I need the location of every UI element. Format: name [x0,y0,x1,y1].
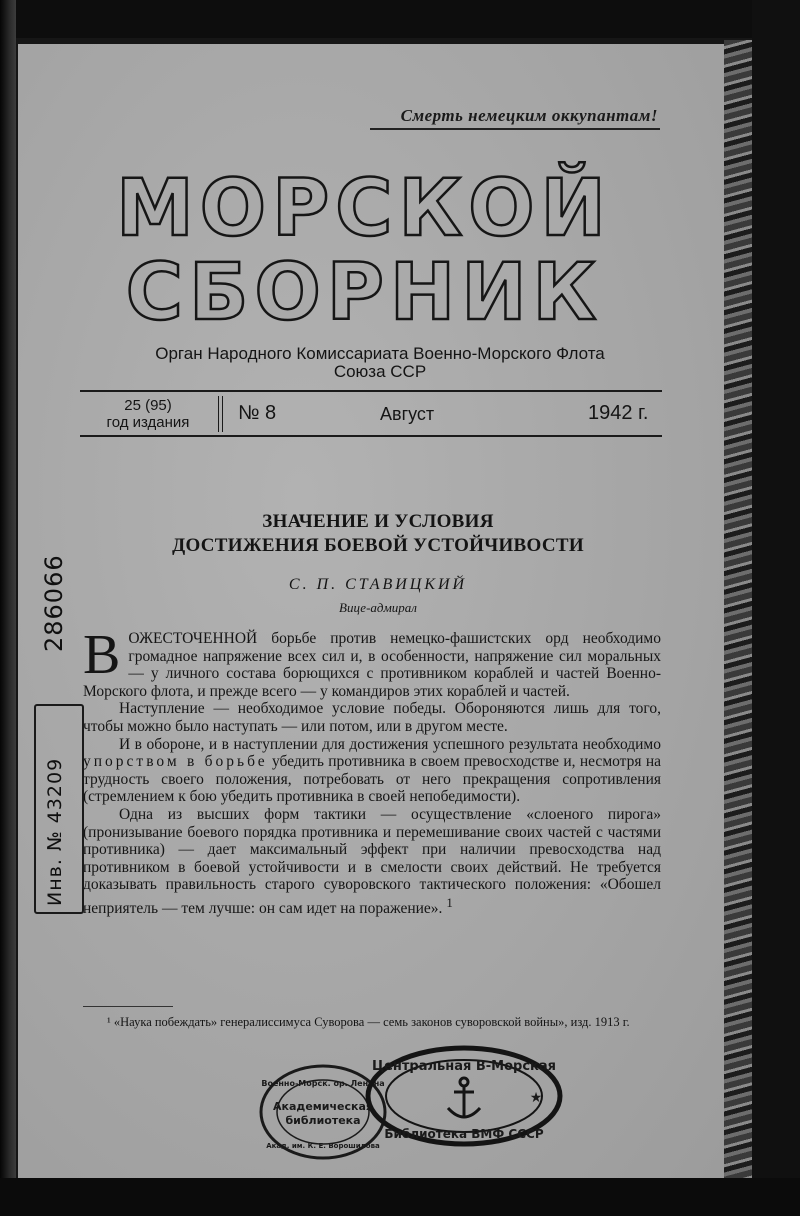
drop-cap: В [83,624,121,686]
header-rule-bottom [80,435,662,437]
paragraph-2: Наступление — необходимое условие победы. Обороняются лишь для того, чтобы можно было наступать — или потом, или в другом месте. [83,700,661,735]
navy-library-stamp [364,1044,564,1148]
author-rank: Вице-адмирал [339,600,417,615]
paragraph-4-text: Одна из высших форм тактики — осуществление «слоеного пирога» (пронизывание боевого порядка противника и перемешивание своих частей с частями противника) — дает максимальный эффект при наличии превосходства над противником в боевой устойчивости и в смелости своих действий. Не требуется доказывать правильность старого суворовского тактического положения: «Обошел неприятель — тем лучше: он сам идет на поражение». [83,805,661,918]
masthead-line1: МОРСКОЙ [116,164,612,254]
stamp1-top-text: Военно-Морск. ор. Ленина [261,1079,385,1088]
issue-number: № 8 [238,402,277,424]
bottom-edge [0,1178,800,1216]
first-word: ОЖЕСТОЧЕННОЙ [128,630,258,647]
article-title-line2: ДОСТИЖЕНИЯ БОЕВОЙ УСТОЙЧИВОСТИ [172,535,584,556]
article-title-line1: ЗНАЧЕНИЕ И УСЛОВИЯ [262,511,494,532]
paragraph-3-start: И в обороне, и в наступлении для достижения успешного результата необходимо [119,735,661,753]
article-author: С. П. СТАВИЦКИЙ [288,576,468,593]
top-edge [0,0,800,38]
motto-underline [370,128,660,130]
inventory-number: Инв. № 43209 [44,757,66,906]
paragraph-4 [83,806,661,918]
stamp2-top-text: Центральная В-Морская [372,1059,556,1074]
organ-line1: Орган Народного Комиссариата Военно-Морского Флота [155,344,605,363]
book-spine [0,0,16,1216]
anchor-icon [448,1078,480,1118]
footnote: ¹ «Наука побеждать» генералиссимуса Суворова — семь законов суворовской войны», изд. 1913 г. [107,1015,630,1029]
footnote-rule [83,1006,173,1007]
header-rule-top [80,390,662,392]
cover-page [18,44,724,1178]
issue-year: 1942 г. [588,402,649,424]
stamp1-line2: библиотека [285,1114,361,1127]
motto: Смерть немецким оккупантам! [400,106,658,125]
volume-block [88,397,208,431]
stamp1-bottom-text: Акад. им. К. Е. Ворошилова [266,1142,380,1150]
issue-month: Август [380,404,435,424]
organ-line2: Союза ССР [333,362,427,381]
volume-number: 25 (95) [124,397,172,414]
volume-label: год издания [106,414,190,431]
right-background [752,0,800,1216]
paragraph-3-end: убедить противника в своем превосходстве и, несмотря на трудность своего положения, потребовать от него прекращения сопротивления (стремлением к бою убедить противника в своей непобедимости). [83,753,662,806]
paragraph-1 [83,624,661,700]
inventory-stamp [34,704,84,914]
handwritten-number: 286066 [40,554,68,652]
stamp2-bottom-text: Библиотека ВМФ СССР [384,1127,544,1141]
issue-divider [218,396,223,432]
stamp1-line1: Академическая [273,1100,373,1113]
spaced-emphasis: упорством в борьбе [83,753,268,771]
footnote-marker: 1 [446,894,453,910]
paragraph-3 [83,736,661,806]
star-icon: ★ [529,1090,543,1106]
masthead-line2: СБОРНИК [125,248,603,338]
article-body [83,624,662,918]
binding-cloth [724,40,752,1190]
paragraph-1-text: борьбе против немецко-фашистских орд необходимо громадное напряжение всех сил и, в особенности, напряжение сил моральных — у личного состава борющихся с противником кораблей и частей Военно-Морского флота, и прежде всего — у командиров этих кораблей и частей. [83,630,661,700]
